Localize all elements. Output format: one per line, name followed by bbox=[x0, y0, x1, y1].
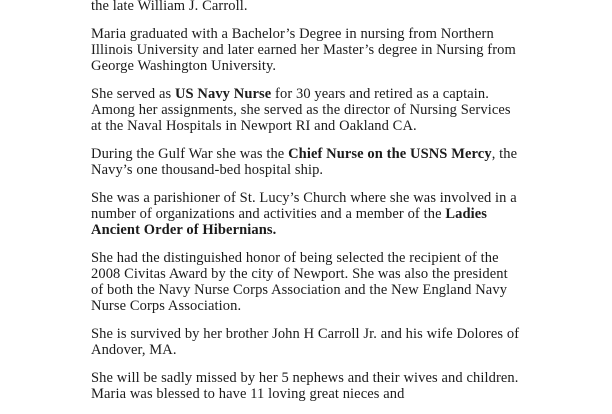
paragraph bbox=[91, 326, 523, 358]
text-segment: She served as bbox=[91, 86, 175, 102]
text-segment: She will be sadly missed by her 5 nephews and their wives and children. Maria was blessed to have 11 loving great nieces and bbox=[91, 370, 519, 402]
paragraph bbox=[91, 370, 523, 402]
text-segment: During the Gulf War she was the bbox=[91, 146, 289, 162]
paragraph bbox=[91, 26, 523, 74]
text-segment: Maria graduated with a Bachelor’s Degree in nursing from Northern Illinois University and later earned her Master’s degree in Nursing from George Washington University. bbox=[91, 26, 516, 74]
bold-text-segment: Ladies Ancient Order of Hibernians. bbox=[91, 206, 488, 238]
paragraph bbox=[91, 190, 523, 238]
text-segment: the late William J. Carroll. bbox=[91, 0, 248, 14]
text-segment: She is survived by her brother John H Carroll Jr. and his wife Dolores of Andover, MA. bbox=[91, 326, 520, 358]
bold-text-segment: US Navy Nurse bbox=[174, 86, 272, 102]
obituary-text-column bbox=[91, 0, 523, 414]
bold-text-segment: Chief Nurse on the USNS Mercy bbox=[288, 146, 492, 162]
text-segment: She had the distinguished honor of being selected the recipient of the 2008 Civitas Award by the city of Newport. She was also the president of both the Navy Nurse Corps Association and the New England Navy Nurse Corps Association. bbox=[91, 250, 508, 314]
text-segment: for 30 years and retired as a captain. Among her assignments, she served as the director of Nursing Services at the Naval Hospitals in Newport RI and Oakland CA. bbox=[91, 86, 511, 134]
paragraph bbox=[91, 86, 523, 134]
paragraph bbox=[91, 0, 523, 14]
paragraph bbox=[91, 250, 523, 314]
paragraph bbox=[91, 146, 523, 178]
text-segment: She was a parishioner of St. Lucy’s Church where she was involved in a number of organizations and activities and a member of the bbox=[91, 190, 517, 222]
text-segment: , the Navy’s one thousand-bed hospital ship. bbox=[91, 146, 518, 178]
